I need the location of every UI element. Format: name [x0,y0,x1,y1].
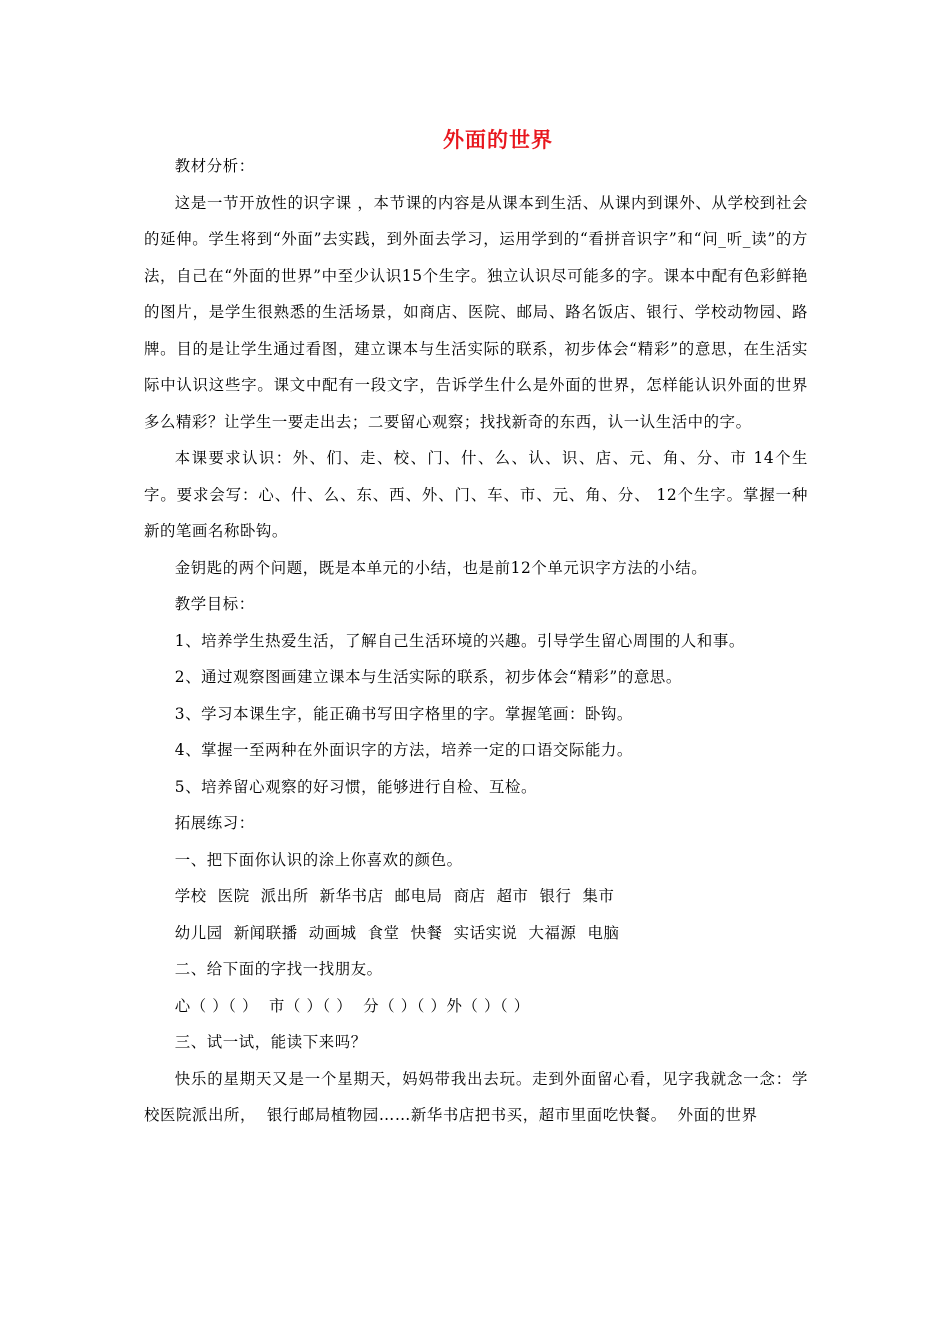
document-title: 外面的世界 [443,127,553,152]
exercise-1-prompt: 一、把下面你认识的涂上你喜欢的颜色。 [174,850,463,869]
exercise-3-reading-text: 快乐的星期天又是一个星期天，妈妈带我出去玩。走到外面留心看，见字我就念一念：学校医院派出所， 银行邮局植物园……新华书店把书买，超市里面吃快餐。 外面的世界 [144,1069,808,1124]
exercise-1-words-row-1: 学校 医院 派出所 新华书店 邮电局 商店 超市 银行 集市 [174,887,615,905]
golden-key-paragraph: 金钥匙的两个问题，既是本单元的小结，也是前12个单元识字方法的小结。 [174,558,708,577]
goal-item-4: 4、掌握一至两种在外面识字的方法，培养一定的口语交际能力。 [174,741,633,759]
goal-item-2: 2、通过观察图画建立课本与生活实际的联系，初步体会“精彩”的意思。 [174,668,682,686]
exercise-2-prompt: 二、给下面的字找一找朋友。 [174,960,383,978]
goal-item-3: 3、学习本课生字，能正确书写田字格里的字。掌握笔画：卧钩。 [174,704,633,723]
goal-item-5: 5、培养留心观察的好习惯，能够进行自检、互检。 [174,777,537,796]
required-characters-paragraph: 本课要求认识：外、们、走、校、门、什、么、认、识、店、元、角、分、市 14个生字。要求会写：心、什、么、东、西、外、门、车、市、元、角、分、 12个生字。掌握一种新的笔画名称卧钩。 [144,449,808,540]
analysis-paragraph: 这是一节开放性的识字课 ，本节课的内容是从课本到生活、从课内到课外、从学校到社会的延伸。学生将到“外面”去实践，到外面去学习，运用学到的“看拼音识字”和“问_听_读”的方法，自己在“外面的世界”中至少认识15个生字。独立认识尽可能多的字。课本中配有色彩鲜艳的图片，是学生很熟悉的生活场景，如商店、医院、邮局、路名饭店、银行、学校动物园、路牌。目的是让学生通过看图，建立课本与生活实际的联系，初步体会“精彩”的意思，在生活实际中认识这些字。课文中配有一段文字，告诉学生什么是外面的世界，怎样能认识外面的世界多么精彩？让学生一要走出去；二要留心观察；找找新奇的东西，认一认生活中的字。 [144,193,808,431]
exercise-1-words-row-2: 幼儿园 新闻联播 动画城 食堂 快餐 实话实说 大福源 电脑 [174,923,620,942]
document-body [144,148,808,1134]
exercise-2-blanks: 心（ ）（ ） 市（ ）（ ） 分（ ）（ ）外（ ）（ ） [174,996,530,1015]
exercise-3-prompt: 三、试一试，能读下来吗？ [174,1033,367,1051]
section-heading-practice: 拓展练习： [174,814,255,832]
section-heading-goals: 教学目标： [174,595,255,613]
goal-item-1: 1、培养学生热爱生活，了解自己生活环境的兴趣。引导学生留心周围的人和事。 [174,631,745,650]
section-heading-analysis: 教材分析： [174,157,255,175]
